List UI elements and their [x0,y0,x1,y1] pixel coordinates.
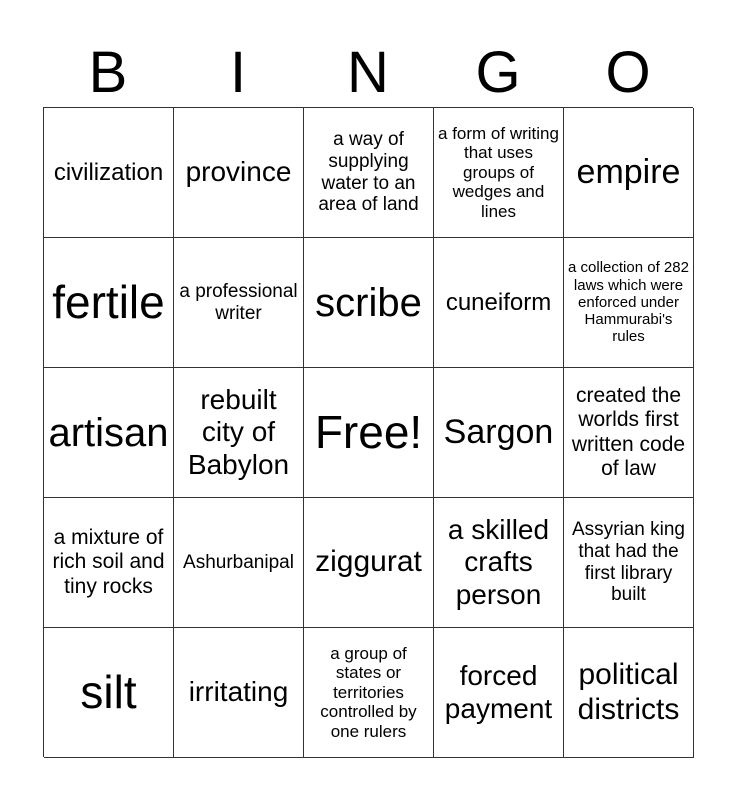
bingo-cell[interactable]: civilization [44,108,174,238]
bingo-cell[interactable]: scribe [304,238,434,368]
bingo-cell[interactable]: silt [44,628,174,758]
bingo-cell[interactable]: ziggurat [304,498,434,628]
bingo-cell[interactable]: Ashurbanipal [174,498,304,628]
bingo-cell[interactable]: a group of states or territories controlled by one rulers [304,628,434,758]
bingo-cell[interactable]: a skilled crafts person [434,498,564,628]
bingo-grid [43,107,693,757]
free-space-cell[interactable]: Free! [304,368,434,498]
header-letter-o: O [605,40,651,105]
header-letter-n: N [347,40,389,105]
bingo-cell[interactable]: fertile [44,238,174,368]
bingo-cell[interactable]: empire [564,108,694,238]
bingo-cell[interactable]: forced payment [434,628,564,758]
bingo-cell[interactable]: province [174,108,304,238]
bingo-cell[interactable]: political districts [564,628,694,758]
bingo-cell[interactable]: irritating [174,628,304,758]
bingo-cell[interactable]: Sargon [434,368,564,498]
bingo-cell[interactable]: a professional writer [174,238,304,368]
bingo-cell[interactable]: a collection of 282 laws which were enforced under Hammurabi's rules [564,238,694,368]
bingo-cell[interactable]: Assyrian king that had the first library built [564,498,694,628]
bingo-header [43,40,693,106]
header-letter-b: B [88,40,128,105]
bingo-cell[interactable]: rebuilt city of Babylon [174,368,304,498]
bingo-cell[interactable]: artisan [44,368,174,498]
header-letter-i: I [229,40,247,105]
bingo-cell[interactable]: a form of writing that uses groups of wedges and lines [434,108,564,238]
bingo-cell[interactable]: a mixture of rich soil and tiny rocks [44,498,174,628]
bingo-cell[interactable]: created the worlds first written code of law [564,368,694,498]
header-letter-g: G [475,40,521,105]
bingo-cell[interactable]: cuneiform [434,238,564,368]
bingo-cell[interactable]: a way of supplying water to an area of land [304,108,434,238]
